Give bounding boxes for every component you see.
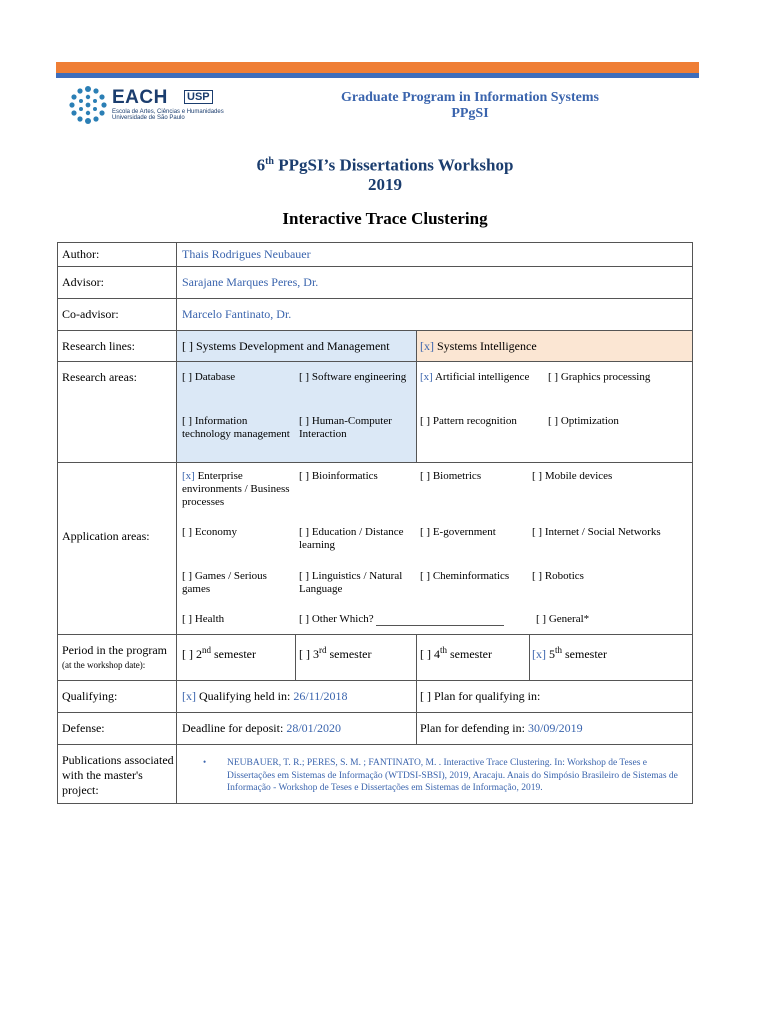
qualifying-held-label: Qualifying held in: <box>196 689 294 703</box>
app-mobile-devices[interactable]: [ ] Mobile devices <box>532 470 613 482</box>
table-rule <box>57 298 693 299</box>
qualifying-label: Qualifying: <box>62 689 118 703</box>
area-software-engineering[interactable]: [ ] Software engineering <box>299 371 407 383</box>
app-bioinformatics[interactable]: [ ] Bioinformatics <box>299 470 378 482</box>
area-information-technology-management[interactable]: [ ] Information technology management <box>182 415 290 440</box>
app-general[interactable]: [ ] General* <box>536 613 590 625</box>
program-heading <box>300 90 640 122</box>
table-border-left <box>57 242 58 804</box>
table-column-divider <box>529 634 530 680</box>
usp-logo-text: USP <box>184 90 213 104</box>
workshop-year: 2019 <box>368 174 402 194</box>
semester-5-number: 5 <box>546 647 555 661</box>
app-economy[interactable]: [ ] Economy <box>182 526 237 538</box>
checked-mark: [x] <box>532 647 546 661</box>
defense-deadline <box>182 722 341 735</box>
header-blue-bar <box>56 73 699 78</box>
advisor-label: Advisor: <box>62 275 104 289</box>
table-column-divider <box>416 330 417 462</box>
workshop-heading <box>185 152 585 194</box>
defense-deadline-date: 28/01/2020 <box>286 721 341 735</box>
defense-label: Defense: <box>62 721 105 735</box>
area-database[interactable]: [ ] Database <box>182 371 236 383</box>
research-areas-label: Research areas: <box>62 370 137 384</box>
semester-2-label: semester <box>211 647 256 661</box>
area-pattern-recognition[interactable]: [ ] Pattern recognition <box>420 415 517 427</box>
page-title: Interactive Trace Clustering <box>282 209 488 228</box>
author-value: Thais Rodrigues Neubauer <box>182 247 311 261</box>
advisor-value: Sarajane Marques Peres, Dr. <box>182 275 319 289</box>
app-enterprise-environments-label: Enterprise environments / Business processes <box>182 470 290 508</box>
semester-5-label: semester <box>562 647 607 661</box>
checked-mark: [x] <box>182 470 195 482</box>
area-graphics-processing[interactable]: [ ] Graphics processing <box>548 371 651 383</box>
period-note: (at the workshop date): <box>62 660 146 670</box>
checked-mark: [x] <box>182 689 196 703</box>
semester-5[interactable] <box>532 644 607 661</box>
app-education-distance-learning[interactable]: [ ] Education / Distance learning <box>299 526 404 551</box>
table-rule <box>57 712 693 713</box>
table-column-divider <box>416 634 417 680</box>
table-rule <box>57 744 693 745</box>
semester-2[interactable] <box>182 644 256 661</box>
application-areas-label: Application areas: <box>62 529 150 543</box>
qualifying-date: 26/11/2018 <box>293 689 348 703</box>
defense-deadline-label: Deadline for deposit: <box>182 721 287 735</box>
defense-plan <box>420 722 583 735</box>
app-other-label: [ ] Other Which? <box>299 613 374 625</box>
semester-3[interactable] <box>299 644 371 661</box>
table-border-right <box>692 242 693 804</box>
semester-4-ordinal: th <box>440 645 448 655</box>
defense-plan-date: 30/09/2019 <box>527 721 583 735</box>
app-games[interactable]: [ ] Games / Serious games <box>182 570 267 595</box>
table-rule <box>57 634 693 635</box>
publication-entry: NEUBAUER, T. R.; PERES, S. M. ; FANTINATO, M. . Interactive Trace Clustering. In: Workshop de Teses e Dissertações em Sistemas de Informação (WTDSI-SBSI), 2019, Aracaju. Anais do Simpósio Brasileiro de Sistemas de Informação - Workshop de Teses e Dissertações em Sistemas de Informação, 2019. <box>227 758 678 793</box>
table-rule <box>57 803 693 804</box>
semester-2-ordinal: nd <box>202 645 211 655</box>
publication-bullet: • <box>203 757 207 767</box>
line-systems-development[interactable]: [ ] Systems Development and Management <box>182 339 390 353</box>
semester-2-mark: [ ] 2 <box>182 647 202 661</box>
checked-mark: [x] <box>420 339 434 353</box>
app-cheminformatics[interactable]: [ ] Cheminformatics <box>420 570 510 582</box>
app-robotics[interactable]: [ ] Robotics <box>532 570 584 582</box>
period-label: Period in the program <box>62 643 167 657</box>
area-artificial-intelligence[interactable] <box>420 371 529 384</box>
area-optimization[interactable]: [ ] Optimization <box>548 415 619 427</box>
app-enterprise-environments[interactable] <box>182 470 297 509</box>
table-rule <box>57 462 693 463</box>
area-artificial-intelligence-label: Artificial intelligence <box>432 371 530 383</box>
app-linguistics[interactable]: [ ] Linguistics / Natural Language <box>299 570 403 595</box>
semester-4[interactable] <box>420 644 492 661</box>
author-label: Author: <box>62 247 100 261</box>
program-name: Graduate Program in Information Systems <box>341 90 599 105</box>
table-label-divider <box>176 242 177 804</box>
qualifying-plan[interactable]: [ ] Plan for qualifying in: <box>420 689 541 703</box>
semester-3-label: semester <box>326 647 372 661</box>
each-logo-subtitle: Escola de Artes, Ciências e Humanidades Universidade de São Paulo <box>112 109 224 121</box>
line-systems-intelligence-label: Systems Intelligence <box>434 339 537 353</box>
checked-mark: [x] <box>420 371 433 383</box>
table-rule <box>57 266 693 267</box>
semester-4-label: semester <box>447 647 492 661</box>
semester-4-mark: [ ] 4 <box>420 647 440 661</box>
coadvisor-value: Marcelo Fantinato, Dr. <box>182 307 292 321</box>
each-logo <box>66 84 236 126</box>
research-lines-label: Research lines: <box>62 339 135 353</box>
qualifying-held[interactable] <box>182 690 348 703</box>
table-rule <box>57 680 693 681</box>
semester-3-ordinal: rd <box>319 645 327 655</box>
table-rule <box>57 361 693 362</box>
app-e-government[interactable]: [ ] E-government <box>420 526 496 538</box>
header-orange-bar <box>56 62 699 73</box>
each-logo-icon <box>66 84 110 126</box>
app-other[interactable] <box>299 613 504 626</box>
program-short: PPgSI <box>451 106 489 121</box>
other-which-field[interactable] <box>376 615 504 626</box>
publications-label: Publications associated with the master's project: <box>62 753 174 797</box>
app-biometrics[interactable]: [ ] Biometrics <box>420 470 482 482</box>
semester-5-ordinal: th <box>555 645 563 655</box>
workshop-name: PPgSI’s Dissertations Workshop <box>273 155 514 175</box>
app-health[interactable]: [ ] Health <box>182 613 225 625</box>
workshop-number: 6 <box>256 155 266 175</box>
area-human-computer-interaction[interactable]: [ ] Human-Computer Interaction <box>299 415 392 440</box>
defense-plan-label: Plan for defending in: <box>420 721 528 735</box>
app-internet-social-networks[interactable]: [ ] Internet / Social Networks <box>532 526 661 538</box>
table-column-divider <box>416 680 417 744</box>
table-column-divider <box>295 634 296 680</box>
semester-3-mark: [ ] 3 <box>299 647 319 661</box>
line-systems-intelligence[interactable] <box>420 340 537 353</box>
table-rule <box>57 242 693 243</box>
table-rule <box>57 330 693 331</box>
each-logo-text: EACH <box>112 87 168 108</box>
coadvisor-label: Co-advisor: <box>62 307 119 321</box>
workshop-ordinal: th <box>265 156 274 167</box>
